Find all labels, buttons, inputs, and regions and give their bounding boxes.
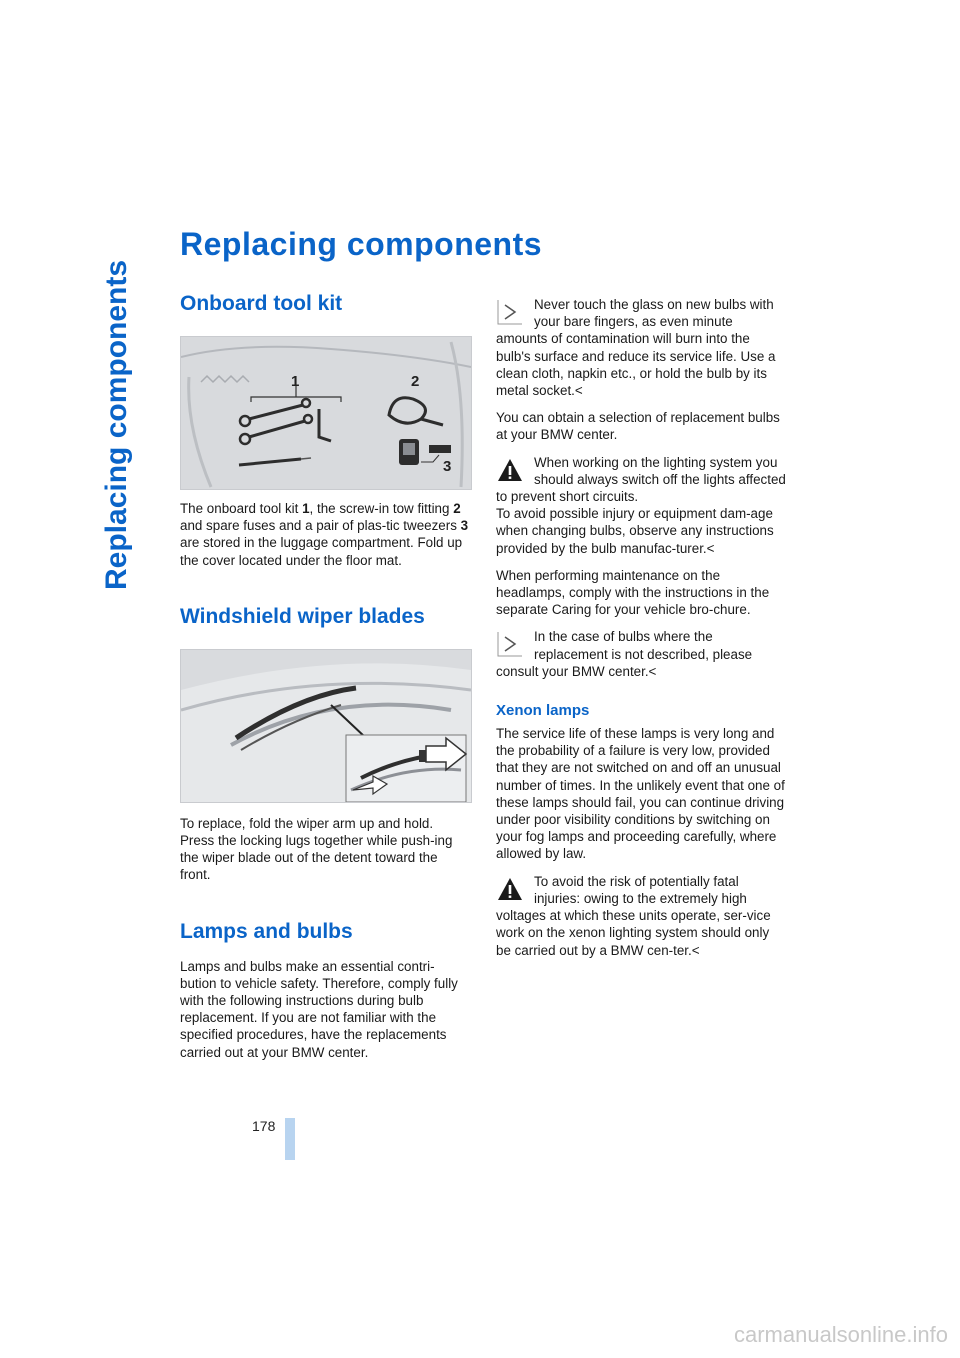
wiper-figure (180, 649, 472, 803)
warning-injury-text: To avoid possible injury or equipment dam-age when changing bulbs, observe any instructions provided by the bulb manufac-turer.< (496, 506, 774, 556)
warning-triangle-icon (496, 456, 524, 484)
left-column (180, 292, 470, 1061)
lamps-heading: Lamps and bulbs (180, 919, 353, 943)
tool-kit-figure (180, 336, 472, 490)
replacement-bulbs-text: You can obtain a selection of replacement bulbs at your BMW center. (496, 410, 780, 443)
callout-2: 2 (411, 373, 420, 390)
tool-kit-heading: Onboard tool kit (180, 292, 343, 315)
note-arrow-icon (496, 630, 524, 658)
wiper-heading: Windshield wiper blades (180, 604, 425, 628)
wiper-text: To replace, fold the wiper arm up and hold. Press the locking lugs together while push-ing the wiper blade out of the detent toward the front. (180, 815, 453, 883)
note-consult-text: In the case of bulbs where the replacement is not described, please consult your BMW center.< (496, 629, 753, 679)
note-bare-fingers (496, 296, 786, 399)
warning-lighting-system (496, 454, 786, 557)
side-title-text: Replacing components (100, 259, 133, 590)
side-title (100, 230, 144, 590)
note-bare-fingers-text: Never touch the glass on new bulbs with your bare fingers, as even minute amounts of contamination will burn into the bulb's surface and reduce its service life. Use a clean cloth, napkin etc., or hold the bulb by its metal socket.< (496, 297, 776, 399)
xenon-text: The service life of these lamps is very long and the probability of a failure is very low, provided that they are not switched on and off an unusual number of times. In the unlikely event that one of these lamps should fail, you can continue driving under poor visibility conditions by switching on your fog lamps and proceeding carefully, where allowed by law. (496, 726, 785, 862)
callout-3: 3 (443, 458, 452, 475)
callout-1: 1 (291, 373, 300, 390)
page-number-bar (285, 1118, 295, 1160)
warning-xenon (496, 873, 786, 959)
warning-xenon-text: To avoid the risk of potentially fatal injuries: owing to the extremely high voltages at which these units operate, ser-vice work on the xenon lighting system should only be carried out by a BMW cen-ter.< (496, 873, 771, 958)
headlamps-text: When performing maintenance on the headlamps, comply with the instructions in the separate Caring for your vehicle bro-chure. (496, 567, 770, 618)
warning-triangle-icon (496, 875, 524, 903)
page-title: Replacing components (180, 226, 543, 262)
warning-lighting-text: When working on the lighting system you should always switch off the lights affected to prevent short circuits. (496, 454, 786, 505)
wiper-illustration (181, 650, 471, 802)
tool-kit-illustration (181, 337, 471, 489)
tool-kit-text: The onboard tool kit 1, the screw-in tow fitting 2 and spare fuses and a pair of plas-tic tweezers 3 are stored in the luggage compartment. Fold up the cover located under the floor mat. (180, 501, 469, 568)
page-number: 178 (252, 1118, 276, 1134)
footer-watermark: carmanualsonline.info (733, 1322, 948, 1347)
xenon-heading: Xenon lamps (496, 702, 590, 720)
note-consult-center (496, 628, 786, 680)
right-column (496, 296, 786, 959)
note-arrow-icon (496, 298, 524, 326)
lamps-text: Lamps and bulbs make an essential contri-bution to vehicle safety. Therefore, comply fully with the following instructions during bulb replacement. If you are not familiar with the specified procedures, have the replacements carried out at your BMW center. (180, 958, 458, 1060)
